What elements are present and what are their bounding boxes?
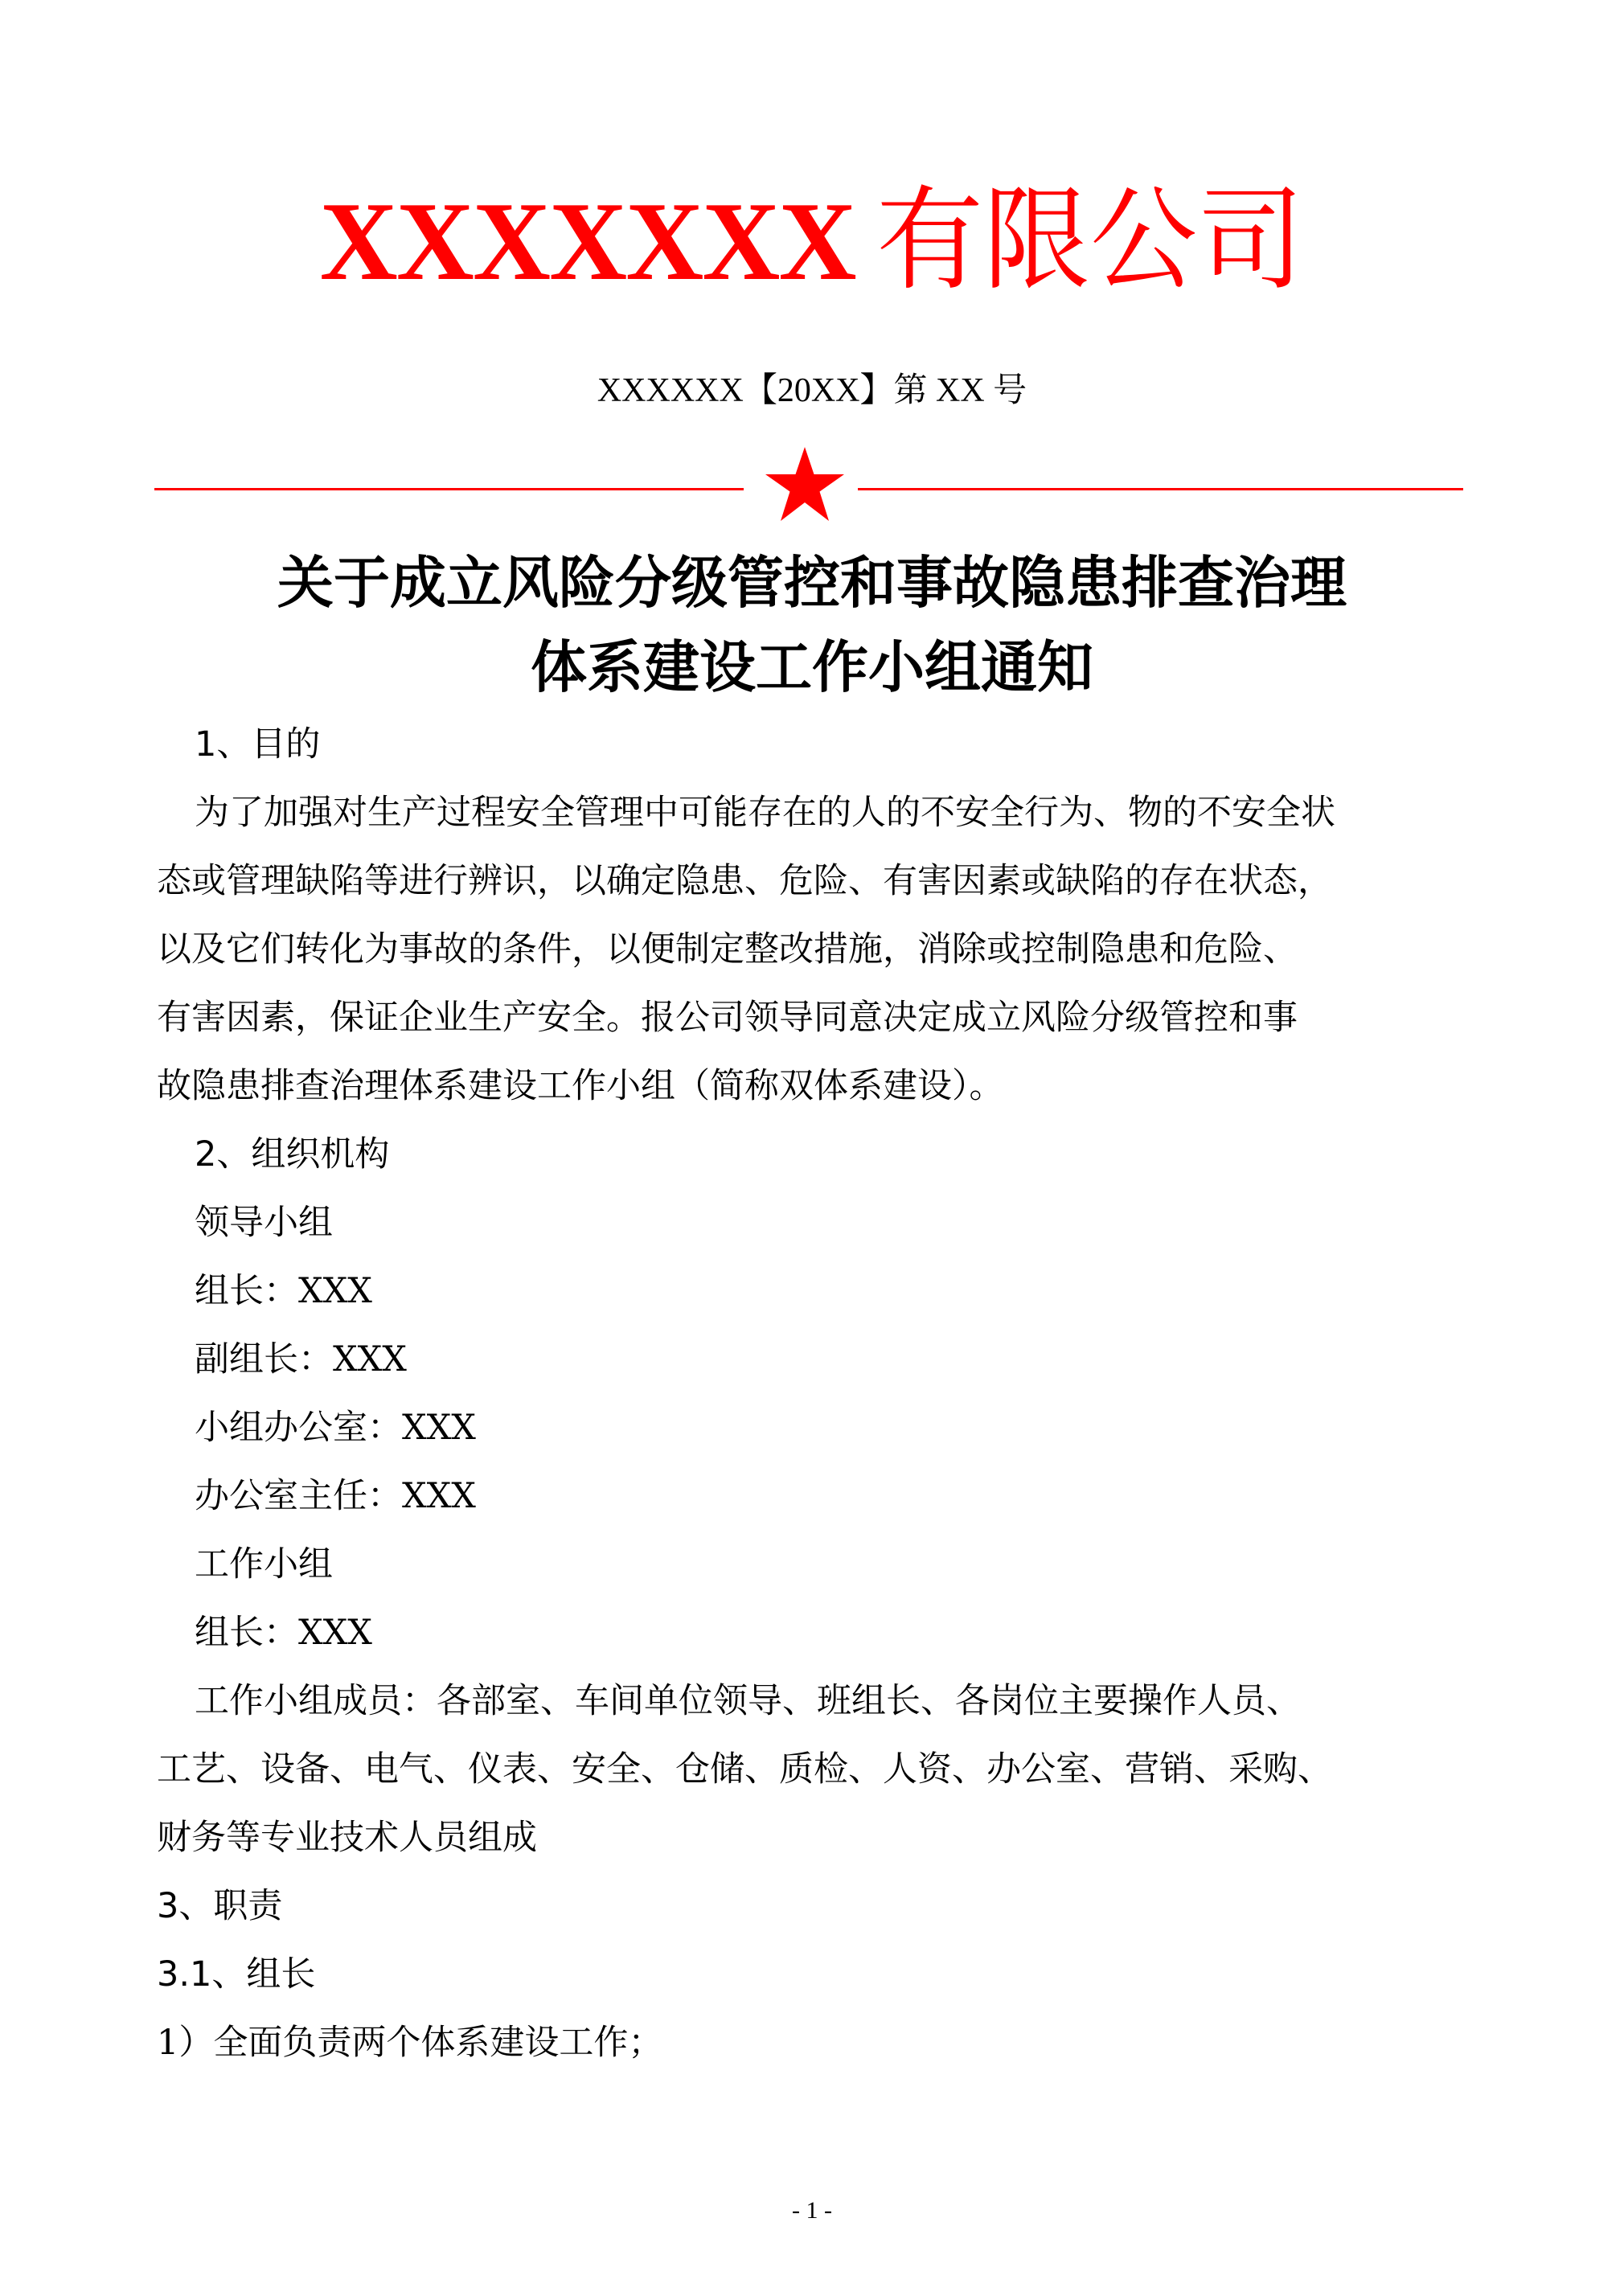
working-group-leader: 组长：XXX: [195, 1613, 372, 1653]
paragraph-line: 工作小组成员：各部室、车间单位领导、班组长、各岗位主要操作人员、: [195, 1681, 1301, 1721]
leadership-office: 小组办公室：XXX: [195, 1408, 476, 1448]
paragraph-line: 故隐患排查治理体系建设工作小组（简称双体系建设）。: [157, 1066, 1004, 1106]
company-name-suffix: 有限公司: [876, 175, 1304, 306]
list-item: 1）全面负责两个体系建设工作；: [157, 2023, 663, 2063]
star-icon: [764, 447, 846, 521]
document-title-line-2: 体系建设工作小组通知: [531, 634, 1093, 700]
subheading-leadership-group: 领导小组: [195, 1203, 333, 1243]
document-title-line-1: 关于成立风险分级管控和事故隐患排查治理: [277, 550, 1347, 616]
company-masthead: [0, 165, 1624, 318]
leadership-office-director: 办公室主任：XXX: [195, 1476, 476, 1516]
paragraph-line: 以及它们转化为事故的条件，以便制定整改措施，消除或控制隐患和危险、: [157, 929, 1298, 970]
subheading-working-group: 工作小组: [195, 1544, 333, 1585]
paragraph-line: 财务等专业技术人员组成: [157, 1818, 537, 1858]
company-name-latin: XXXXXXX: [319, 179, 855, 304]
subsection-heading-leader: 3.1、组长: [157, 1954, 316, 1995]
document-number: XXXXXX【20XX】第 XX 号: [597, 372, 1027, 409]
leadership-deputy-leader: 副组长：XXX: [195, 1339, 407, 1380]
paragraph-line: 为了加强对生产过程安全管理中可能存在的人的不安全行为、物的不安全状: [195, 793, 1335, 833]
leadership-leader: 组长：XXX: [195, 1271, 372, 1311]
paragraph-line: 有害因素，保证企业生产安全。报公司领导同意决定成立风险分级管控和事: [157, 998, 1298, 1038]
section-heading-organization: 2、组织机构: [195, 1134, 390, 1175]
paragraph-line: 工艺、设备、电气、仪表、安全、仓储、质检、人资、办公室、营销、采购、: [157, 1749, 1332, 1790]
paragraph-line: 态或管理缺陷等进行辨识，以确定隐患、危险、有害因素或缺陷的存在状态，: [157, 861, 1332, 901]
red-divider-right: [858, 488, 1463, 490]
section-heading-responsibilities: 3、职责: [157, 1886, 283, 1926]
section-heading-purpose: 1、目的: [195, 724, 321, 765]
red-divider-left: [154, 488, 744, 490]
page-number: - 1 -: [792, 2197, 832, 2224]
